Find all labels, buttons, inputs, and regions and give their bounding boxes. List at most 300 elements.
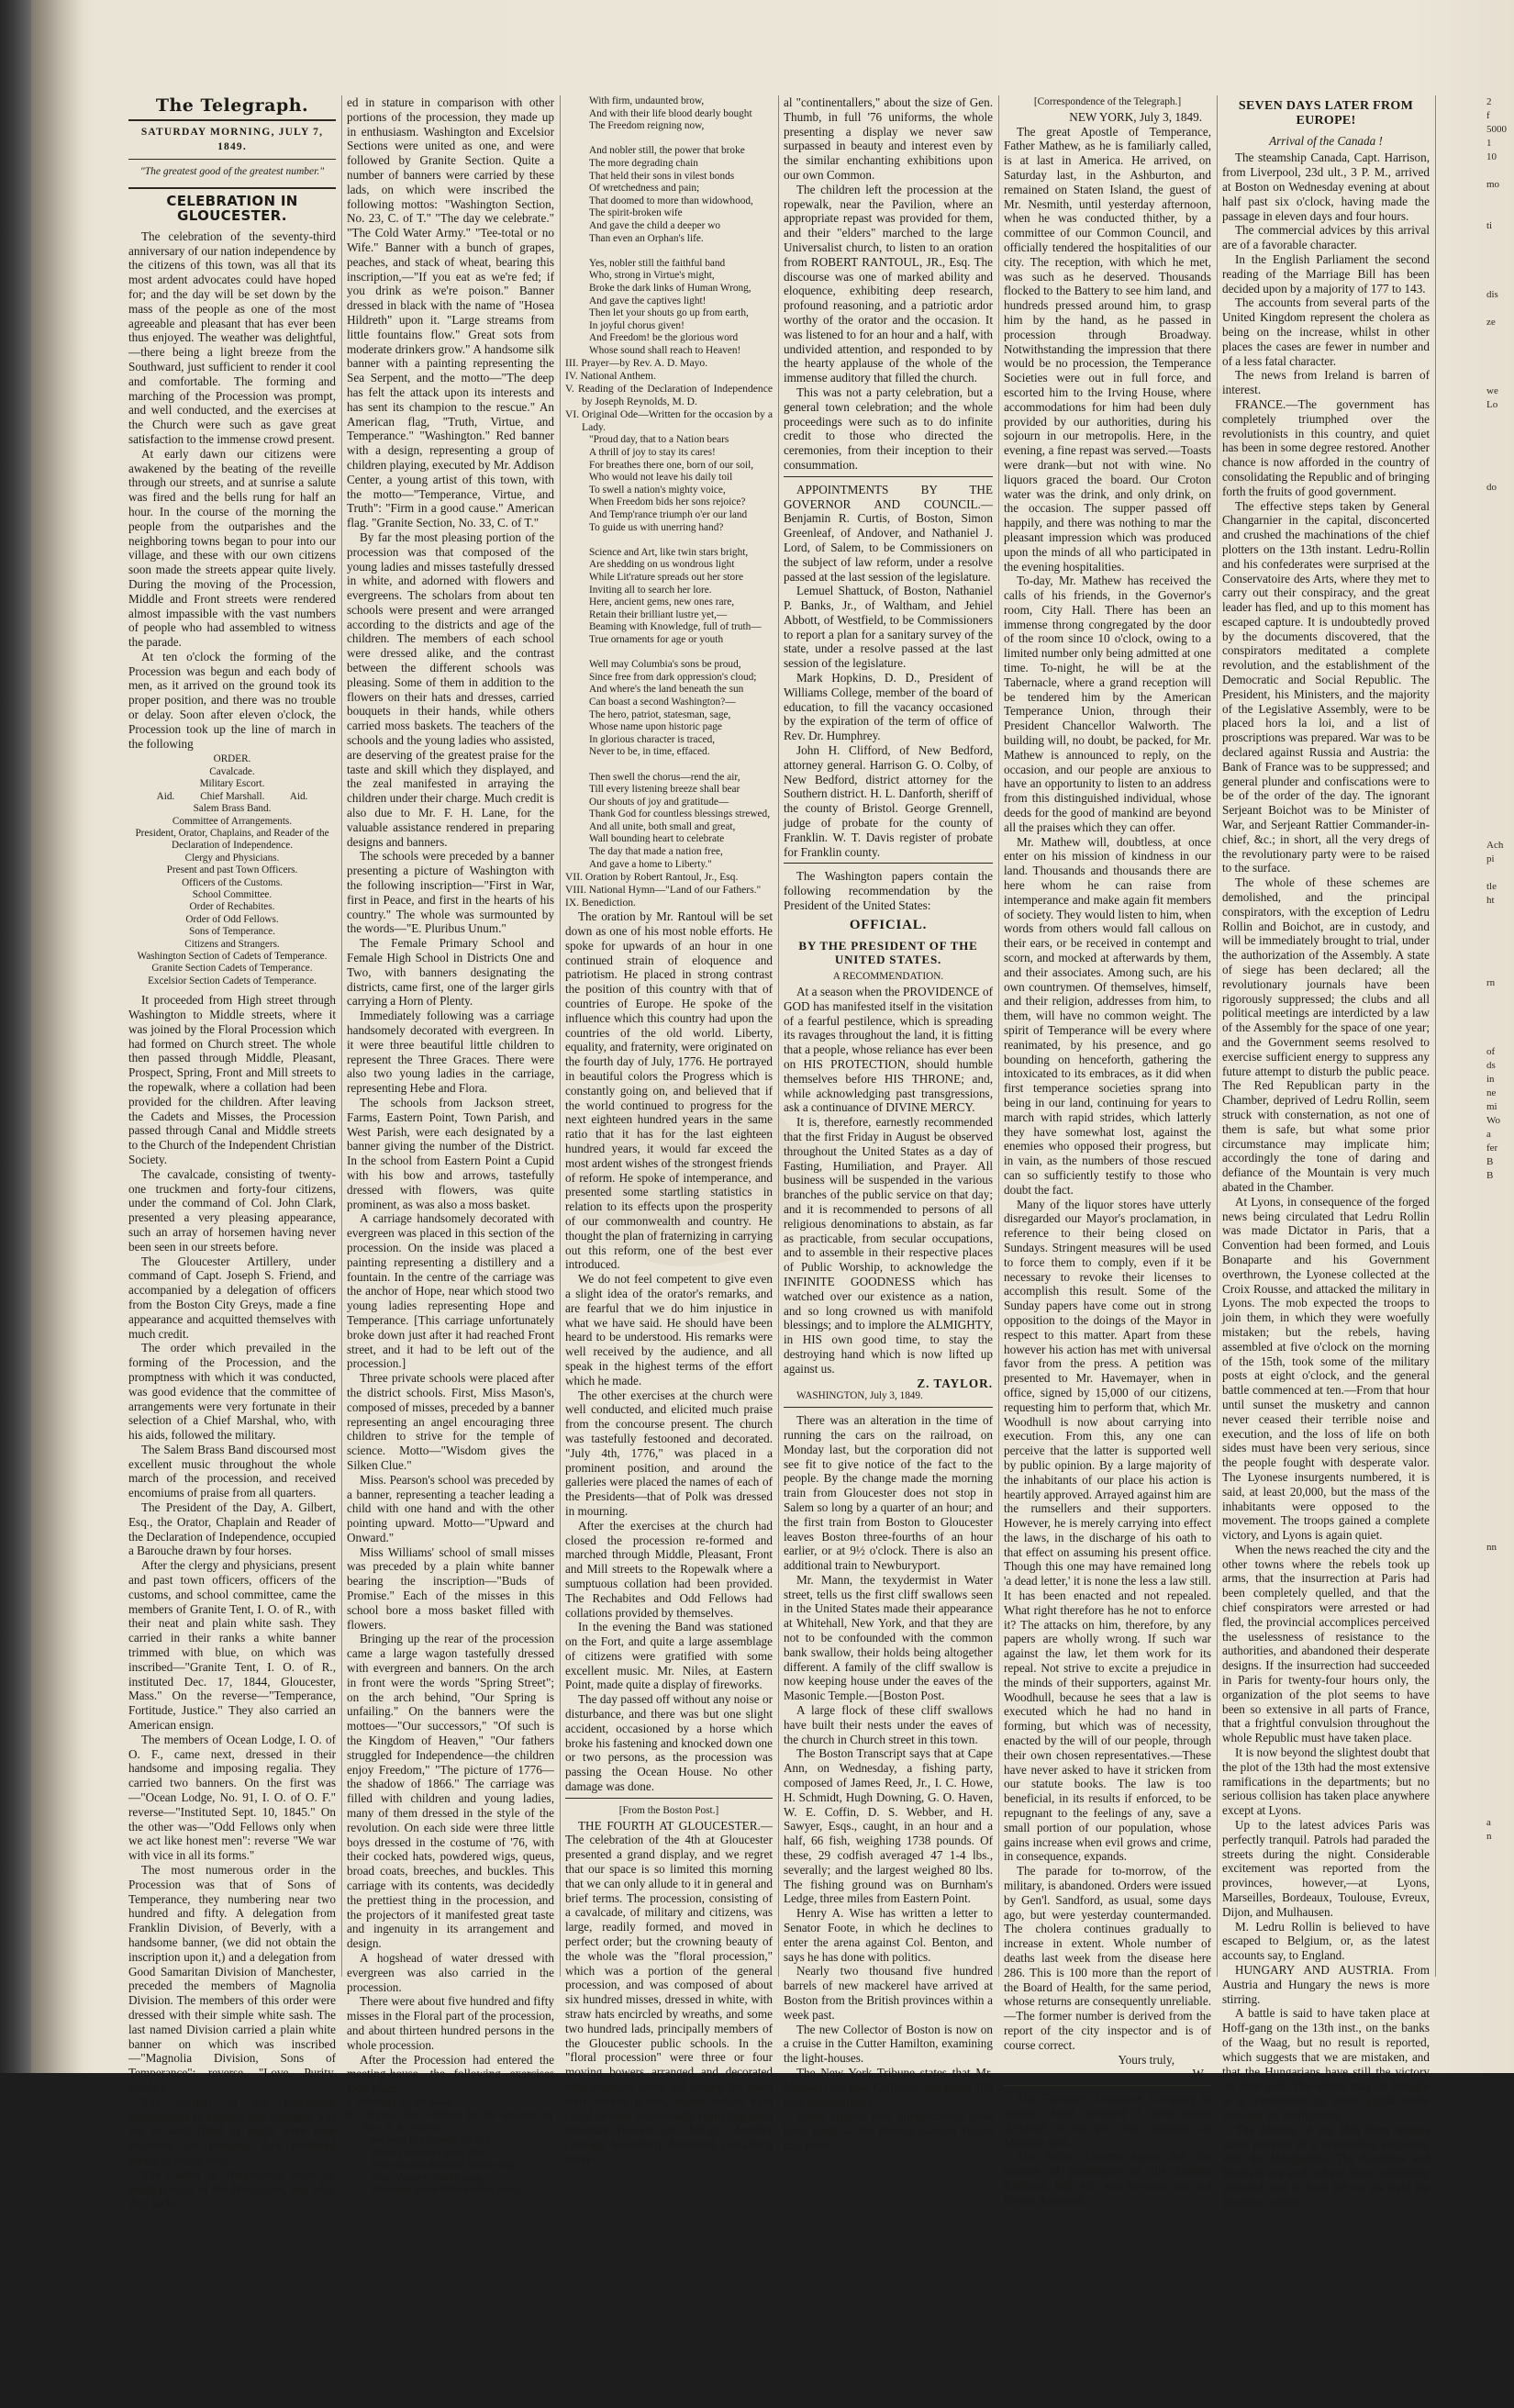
edge-fragment	[1486, 674, 1514, 687]
edge-fragment	[1486, 963, 1514, 976]
article-paragraph: Mr. Mathew will, doubtless, at once enter on his mission of kindness in our land. Thousands and thousands there are here whom he can raise from intemperance and make again fit members of society. They would listen to him, when words from others would fall callous on their ears, or be received in contempt and scorn, and mocked at afterwards by them, and their associates. Among such, are his own countrymen. Of themselves, himself, and their religion, addresses from him, to them, will have no common weight. The spirit of Temperance will be every where reanimated, by his presence, and go bounding on henceforth, gathering the intoxicated to its embraces, as it did when first temperance societies sprang into being in our land, continuing for years to march with rapid strides, which latterly they have somewhat lost, against the enemies who opposed their progress, but in vain, as the numbers of those rescued can so sufficiently testify to those who doubt the fact.	[1004, 834, 1211, 1197]
edge-fragment	[1486, 1389, 1514, 1403]
poem-line: And gave the child a deeper wo	[589, 219, 721, 231]
edge-fragment	[1486, 2202, 1514, 2215]
edge-fragment	[1486, 1747, 1514, 1761]
article-paragraph: The Boston Transcript says that at Cape Ann, on Wednesday, a fishing party, composed of James Reed, Jr., I. C. Howe, H. Schmidt, Hugh Downing, G. O. Haven, W. E. Coffin, D. S. Webber, and H. Sawyer, Esqs., caught, in an hour and a half, 66 fish, weighing 1738 pounds. Of these, 29 codfish averaged 47 1-4 lbs., severally; and the largest weighed 80 lbs. The fishing ground was on Burnham's Ledge, three miles from Eastern Point.	[784, 1746, 993, 1906]
order-line: School Committee.	[192, 888, 273, 900]
poem-line: Of wretchedness and pain;	[589, 183, 700, 195]
order-line: Washington Section of Cadets of Temperance.	[137, 950, 328, 962]
column-5	[1004, 95, 1211, 2207]
edge-fragment	[1486, 660, 1514, 674]
poem-line: Who, strong in Virtue's might,	[589, 270, 715, 282]
edge-fragment	[1486, 2174, 1514, 2188]
poem-line: Inviting all to search her lore.	[589, 584, 712, 596]
article-paragraph: John H. Clifford, of New Bedford, attorney general. Harrison G. O. Colby, of New Bedford, district attorney for the Southern district. H. L. Danforth, sheriff of the county of Bristol. George Grennell, judge of probate for the county of Franklin. W. T. Davis register of probate for Franklin county.	[784, 743, 993, 859]
article-paragraph: The Female Primary School and Female High School in Districts One and Two, with banners designating the districts, came first, one of the larger girls carrying a Horn of Plenty.	[347, 936, 554, 1009]
order-line: Citizens and Strangers.	[184, 938, 280, 950]
dateline-new-york: NEW YORK, July 3, 1849.	[1069, 109, 1202, 124]
article-paragraph: At a season when the PROVIDENCE of GOD has manifested itself in the visitation of a fearful pestilence, which is spreading its ravages throughout the land, it is fitting that a people, whose reliance has ever been on HIS PROTECTION, should humble themselves before HIS THRONE; and, while acknowledging past transgressions, ask a continuance of DIVINE MERCY.	[784, 985, 993, 1115]
edge-fragment	[1486, 2380, 1514, 2394]
poem-line: And gave the captives light!	[589, 295, 707, 307]
edge-fragment	[1486, 1403, 1514, 1417]
article-paragraph: The day passed off without any noise or disturbance, and there was but one slight accident, occasioned by a horse which broke his fastening and knocked down one or two persons, as the procession was passing the Ocean House. No other damage was done.	[565, 1692, 773, 1794]
article-paragraph: There were about five hundred and fifty misses in the Floral part of the procession, and about thirteen hundred persons in the whole procession.	[347, 1994, 554, 2052]
edge-fragment	[1486, 412, 1514, 426]
article-paragraph: Miss. Pearson's school was preceded by a banner, representing a teacher leading a child with one hand and with the other pointing upward. Motto—"Upward and Onward."	[347, 1472, 554, 1544]
article-paragraph: In the English Parliament the second reading of the Marriage Bill has been decided upon by a majority of 177 to 143.	[1222, 251, 1430, 295]
article-paragraph: Mr. Mann, the texydermist in Water street, tells us the first cliff swallows seen in the United States made their appearance at Whitehall, New York, and that they are not to be confounded with the common bank swallow, their holds being altogether different. A family of the cliff swallow is now keeping house under the eaves of the Masonic Temple.—[Boston Post.	[784, 1572, 993, 1703]
edge-fragment	[1486, 866, 1514, 880]
article-paragraph: Henry A. Wise has written a letter to Senator Foote, in which he declines to enter the arena against Col. Benton, and says he has done with politics.	[784, 1906, 993, 1964]
article-paragraph: FRANCE.—The government has completely triumphed over the revolutionists in this country, and quiet has been in some degree restored. Another chance is now afforded in the country of consolidating the Republic and of bringing forth the fruits of good government.	[1222, 396, 1430, 498]
edge-fragment	[1486, 1926, 1514, 1940]
edge-fragment	[1486, 2229, 1514, 2243]
article-paragraph: Many of the liquor stores have utterly disregarded our Mayor's proclamation, in reference to their being closed on Sundays. Stringent measures will be used to force them to comply, even if it be necessary to revoke their licenses to accomplish this result. Some of the Sunday papers have come out in strong opposition to the doings of the Mayor in respect to this matter. Apart from these however his action has met with universal favor from the press. A petition was presented to Mr. Havemayer, when in office, signed by 15,000 of our citizens, requesting him to perform that, which Mr. Woodhull is now about carrying into execution. From this, any one can perceive that the latter is supported well by public opinion. By a large majority of the inhabitants of our place his action is heartily approved. Arrayed against him are the rumsellers and their supporters. However, he is merely carrying into effect the laws, in the discharge of his oath to that effect on assuming his present office. Though this one may have remained long 'a dead letter,' it is none the less a law still. It has been enacted and not repealed. What right therefore has he not to enforce it? The attacks on him, therefore, by any papers are wholly wrong. If such war against the law, let them work for its repeal. Not strive to excite a prejudice in the minds of their supporters, against Mr. Woodhull, because he sees that a law is executed which he had no hand in forming, but which was of necessity, enacted by the will of our people, through their own chosen representatives.—These have never asked to have it stricken from our statute books. The law is too beneficial, in its results if enforced, to be repugnant to the feelings of any, save a small portion of our population, whose gains increase when evil grows and crime, in consequence, expands.	[1004, 1197, 1211, 1864]
edge-fragment	[1486, 2064, 1514, 2078]
column-rule	[1435, 95, 1436, 1977]
exercise-item: VIII. National Hymn—"Land of our Fathers."	[565, 884, 762, 897]
article-paragraph: Nearly two thousand five hundred barrels of new mackerel have arrived at Boston from the British provinces within a week past.	[784, 1964, 993, 2022]
edge-fragment	[1486, 1362, 1514, 1376]
edge-fragment	[1486, 1004, 1514, 1018]
edge-fragment	[1486, 687, 1514, 701]
poem-line: When Freedom's glory first	[371, 2146, 485, 2158]
article-paragraph: Bringing up the rear of the procession came a large wagon tastefully dressed with evergreen and banners. On the arch in front were the words "Spring Street"; on the arch behind, "Our Spring is unfailing." On the banners were the mottoes—"Our successors," "Of such is the Kingdom of Heaven," "Our fathers struggled for Independence—the children enjoy Freedom," "The picture of 1776—the shadow of 1866." The carriage was filled with children and young ladies, many of them dressed in the style of the revolution. On each side were three little boys dressed in the costume of '76, with their cocked hats, powdered wigs, queus, broad coats, breeches, and buckles. This carriage with its contents, was decidedly the prettiest thing in the procession, and the projectors of it manifested great taste and ingenuity in its arrangement and design.	[347, 1632, 554, 1951]
edge-fragment: do	[1486, 482, 1497, 493]
article-paragraph: Miss Williams' school of small misses was preceded by a plain white banner bearing the inscription—"Buds of Promise." Each of the misses in this school bore a moss basket filled with flowers.	[347, 1544, 554, 1632]
edge-fragment	[1486, 1678, 1514, 1692]
headline-europe: SEVEN DAYS LATER FROM EUROPE!	[1238, 99, 1414, 128]
poem-line: When our brave fathers nobly stood	[371, 2184, 520, 2196]
poem-line: Well may Columbia's sons be proud,	[589, 659, 741, 671]
edge-fragment	[1486, 192, 1514, 206]
article-paragraph: APPOINTMENTS BY THE GOVERNOR AND COUNCIL.—Benjamin R. Curtis, of Boston, Simon Greenleaf, of Andover, and Nathaniel J. Lord, of Salem, to be Commissioners on the subject of law reform, under a resolve passed at the last session of the legislature.	[784, 482, 993, 584]
poem-line: In joyful chorus given!	[589, 319, 685, 331]
edge-fragment: Ach	[1486, 840, 1504, 851]
edge-fragment	[1486, 1472, 1514, 1486]
edge-fragment: 1	[1486, 138, 1492, 149]
column-2	[347, 95, 554, 2196]
divider	[565, 1798, 773, 1799]
article-paragraph: The other exercises at the church were well conducted, and elicited much praise from the concourse present. The church was tastefully festooned and decorated. "July 4th, 1776," was placed in a prominent position, and around the galleries were placed the names of each of the Presidents—that of Polk was dressed in mourning.	[565, 1388, 773, 1518]
edge-fragment	[1486, 1995, 1514, 2009]
poem-line: And nobler still, the power that broke	[589, 145, 745, 157]
article-paragraph: The most numerous order in the Procession was that of Sons of Temperance, they numbering near two hundred and fifty. A delegation from Franklin Division, of Beverly, with a handsome banner, (we did not obtain the inscription upon it,) and a delegation from Good Samaritan Division of Manchester, preceded the members of Magnolia Division. The members of this order were dressed with their simple white sash. The last named Division carried a plain white banner on which was inscribed—"Magnolia Division, Sons of Temperance": reverse, "Love, Purity, Fidelity."	[128, 1863, 336, 2094]
article-paragraph: The New York Tribune states that Mr. Maxwell the new Collector, has made 168 new appointments.	[784, 2065, 993, 2109]
edge-fragment	[1486, 1720, 1514, 1734]
article-paragraph: The schools from Jackson street, Farms, Eastern Point, Town Parish, and West Parish, were each designated by a banner giving the number of the District. In the school from Eastern Point a Cupid with his bow and arrows, tastefully dressed with flowers, was quite prominent, as was also a moss basket.	[347, 1095, 554, 1211]
edge-fragment	[1486, 1623, 1514, 1637]
edge-fragment	[1486, 329, 1514, 343]
subheadline-canada: Arrival of the Canada !	[1269, 133, 1383, 148]
poem-line: We meet to celebrate the day	[371, 2134, 491, 2146]
article-paragraph: Three private schools were placed after the district schools. First, Miss Mason's, composed of misses, preceded by a banner representing an angel encouraging three children to strive for the temple of science. Motto—"Wisdom gives the Silken Clue."	[347, 1371, 554, 1472]
article-paragraph: There was an alteration in the time of running the cars on the railroad, on Monday last, but the corporation did not see fit to give notice of the fact to the people. By the change made the morning train from Gloucester does not stop in Salem so long by a quarter of an hour; and the first train from Boston to Gloucester leaves Boston three-fourths of an hour earlier, or at 9½ o'clock. There is also an additional train to Newburyport.	[784, 1413, 993, 1573]
edge-fragment	[1486, 646, 1514, 660]
edge-fragment	[1486, 371, 1514, 385]
edge-fragment: mi	[1486, 1101, 1497, 1112]
edge-fragment	[1486, 1307, 1514, 1321]
closing-signature: W.	[1192, 2067, 1206, 2081]
edge-fragment: n	[1486, 1831, 1492, 1842]
poem-line	[589, 534, 773, 547]
article-paragraph: The oration by Mr. Rantoul will be set down as one of his most noble efforts. He spoke for upwards of an hour in one continued strain of eloquence and patriotism. He placed in strong contrast the position of this country with that of countries of Europe. He spoke of the influence which this country had upon the countries of the old world. Liberty, equality, and fraternity, were originated on the fourth day of July, 1776. He portrayed in beautiful colors the Progress which is constantly going on, and believed that if the world continued to progress for the next eighteen hundred years in the same ratio that it has for the last eighteen hundred years, it would far exceed the most ardent wishes of the strongest friends of reform. He spoke of intemperance, and presented some startling statistics in relation to its effects upon the prosperity of our commonwealth and country. He thought the plan of fraternizing in carrying out this reform, one of the best ever introduced.	[565, 909, 773, 1272]
poem-line: Beaming with Knowledge, full of truth—	[589, 621, 762, 633]
article-paragraph: A battle is said to have taken place at Hoff-gang on the 13th inst., on the banks of the Waag, but no result is reported, which suggests that we are mistaken, and that the Hungarians have still the victory on their side. The whole may be brought to a termination by some signal battle between the belligerents.	[1222, 2006, 1430, 2122]
poem-line: Never to be, in time, effaced.	[589, 746, 710, 758]
edge-fragment	[1486, 1210, 1514, 1224]
official-heading: OFFICIAL.	[849, 917, 928, 932]
edge-fragment	[1486, 1265, 1514, 1279]
edge-fragment: 5000	[1486, 124, 1507, 135]
edge-fragment	[1486, 2312, 1514, 2325]
column-rule	[1217, 95, 1218, 1977]
edge-fragment	[1486, 2188, 1514, 2202]
edge-fragment	[1486, 274, 1514, 288]
article-paragraph: A large flock of these cliff swallows have built their nests under the eaves of the church in Church street in this town.	[784, 1703, 993, 1746]
poem-line	[589, 133, 773, 146]
article-paragraph: The Washington papers contain the following recommendation by the President of the United States:	[784, 869, 993, 913]
edge-fragment	[1486, 1651, 1514, 1665]
poem-line: Since free from dark oppression's cloud;	[589, 671, 757, 683]
poem-line: For breathes there one, born of our soil,	[589, 459, 754, 471]
exercise-item: III. Prayer—by Rev. A. D. Mayo.	[565, 357, 708, 370]
edge-fragment	[1486, 2270, 1514, 2284]
edge-fragment	[1486, 2009, 1514, 2023]
article-paragraph: This was not a party celebration, but a general town celebration; and the whole proceedings were such as to do infinite credit to those who directed the ceremonies, from their inception to their consummation.	[784, 385, 993, 472]
exercise-item: VI. Original Ode—Written for the occasion by a Lady.	[565, 408, 773, 434]
edge-fragment	[1486, 426, 1514, 440]
edge-fragment	[1486, 1224, 1514, 1238]
edge-fragment	[1486, 2023, 1514, 2036]
edge-fragment	[1486, 619, 1514, 632]
order-title: ORDER.	[213, 753, 251, 765]
edge-fragment: 2	[1486, 96, 1492, 107]
edge-fragment: a	[1486, 1129, 1491, 1140]
article-paragraph: At Lyons, in consequence of the forged news being circulated that Ledru Rollin was made Dictator in Paris, that a Convention had been formed, and Louis Bonaparte and his Government overthrown, the Lyonese collected at the Croix Rousse, and attacked the military in Lyons. The mob expected the troops to join them, in which they were woefully mistaken; but the rebels, having assembled at five o'clock on the morning of the 15th, took some of the military posts at eight o'clock, and the general battle commenced at ten.—From that hour until sunset the musketry and cannon never ceased their terrible noise and execution, and the loss of life on both sides must have been very serious, since the people fought with desperate valor. The Lyonese insurgents numbered, it is said, at least 20,000, but the mass of the inhabitants were opposed to the movement. The troops gained a complete victory, and Lyons is again quiet.	[1222, 1194, 1430, 1543]
article-paragraph: Immediately following was a carriage handsomely decorated with evergreen. In it were three beautiful little children to represent the Three Graces. There were also two young ladies in the carriage, representing Hebe and Flora.	[347, 1009, 554, 1096]
article-paragraph: The portion of the procession appropriated to citizens and strangers was not so well filled as might have been expected; but probably they preferred seeing to being seen.	[128, 2094, 336, 2167]
signature-place: WASHINGTON, July 3, 1849.	[796, 1390, 923, 1402]
edge-fragment	[1486, 1018, 1514, 1031]
edge-fragment	[1486, 990, 1514, 1004]
poem-line: Can boast a second Washington?—	[589, 696, 736, 708]
article-paragraph: By far the most pleasing portion of the procession was that composed of the young ladies and misses tastefully dressed in white, and adorned with flowers and evergreens. The scholars from about ten schools were present and were arranged according to the districts and age of the children. The members of each school were dressed alike, and the contrast between the different schools was pleasing. Some of them in addition to the flowers on their hats and dresses, carried bouquets in their hands, while others carried moss baskets. The teachers of the schools and the young ladies who assisted, are deserving of the greatest praise for the taste and skill which they displayed, and the zeal manifested in arraying the children under their charge. Much credit is also due to Mr. F. H. Lane, for the valuable assistance rendered in preparing designs and banners.	[347, 530, 554, 849]
article-paragraph: At ten o'clock the forming of the Procession was begun and each body of men, as it arrived on the ground took its proper position, and there was no trouble or delay. Soon after eleven o'clock, the Procession took up the line of march in the following	[128, 649, 336, 751]
poem-line: To guide us with unerring hand?	[589, 521, 724, 533]
edge-fragment	[1486, 1912, 1514, 1926]
column-rule	[560, 95, 561, 1977]
order-line: Order of Rechabites.	[189, 901, 275, 913]
edge-fragment: mo	[1486, 179, 1500, 190]
edge-fragment	[1486, 550, 1514, 563]
order-line: Salem Brass Band.	[193, 803, 272, 815]
divider	[128, 187, 336, 189]
edge-fragment	[1486, 233, 1514, 247]
exercise-item: IX. Benediction.	[565, 897, 636, 909]
edge-fragment: a	[1486, 1817, 1491, 1828]
poem-line: In glorious character is traced,	[589, 733, 716, 745]
article-paragraph: Up to the latest advices Paris was perfectly tranquil. Patrols had paraded the streets during the night. Considerable excitement was reported from the provinces, however,—at Lyons, Marseilles, Bordeaux, Toulouse, Evreux, Dijon, and Mulhausen.	[1222, 1818, 1430, 1919]
article-paragraph: The advices of the 16th from Vienna make mention of a tremendous encounter with the Hungarians. The Austrians and Russians are said to have been completely defeated, and to have left on the field the fabulous number	[1222, 2122, 1430, 2209]
edge-fragment	[1486, 2325, 1514, 2339]
edge-fragment	[1486, 1844, 1514, 1857]
edge-fragment	[1486, 1582, 1514, 1596]
edge-fragment	[1486, 908, 1514, 921]
article-paragraph: The members of Ocean Lodge, I. O. of O. F., came next, dressed in their handsome and imposing regalia. They carried two banners. On the first was—"Ocean Lodge, No. 91, I. O. of O. F." reverse—"Instituted Sept. 10, 1845." On the other was—"Odd Fellows only when we act like honest men": reverse "We war with vice in all its forms."	[128, 1732, 336, 1863]
edge-fragment	[1486, 2215, 1514, 2229]
order-line: Excelsior Section Cadets of Temperance.	[148, 975, 317, 987]
article-paragraph: The Salem Gazette states that the number of passengers on the Eastern Railroad, July 4th, was between ten and eleven thousand.	[1004, 2149, 1211, 2207]
poem-line: Science and Art, like twin stars bright,	[589, 546, 749, 558]
edge-fragment	[1486, 206, 1514, 219]
edge-fragment: B	[1486, 1156, 1494, 1167]
edge-fragment	[1486, 453, 1514, 467]
edge-fragment: Lo	[1486, 399, 1498, 410]
edge-fragment: tle	[1486, 881, 1497, 892]
edge-fragment	[1486, 1376, 1514, 1389]
article-paragraph: The great Apostle of Temperance, Father Mathew, as he is familiarly called, is at last in America. He arrived, on Saturday last, in the Ashburton, and remained on Staten Island, the guest of Mr. Nesmith, until yesterday afternoon, when he was conducted thither, by a committee of our Common Council, and officially tendered the hospitalities of our city. The reception, with which he met, was such as he deserved. Thousands flocked to the Battery to see him land, and hundreds pressed around him, to grasp him by the hand, as he passed in procession through Broadway. Notwithstanding the impression that there would be no procession, the Temperance Societies were out in full force, and escorted him to the Irving House, where accommodations for him had been duly provided by our authorities, during his sojourn in our metropolis. Here, in the evening, a fine repast was served.—Toasts were drank—but not with wine. No liquors graced the board. Our Croton water was the drink, and only drink, on the occasion. The supper passed off happily, and there was nothing to mar the pleasant impression which was produced upon the minds of all who participated in the evening hospitalities.	[1004, 124, 1211, 574]
poem-line: And gave a home to Liberty."	[589, 858, 712, 870]
edge-fragment	[1486, 1555, 1514, 1568]
ode-poem-continued	[565, 95, 773, 357]
poem-line: The more degrading chain	[589, 157, 698, 169]
poem-line: Then swell the chorus—rend the air,	[589, 771, 740, 783]
poem-line: The hero, patriot, statesman, sage,	[589, 708, 731, 720]
poem-line: Thank God for countless blessings strewed,	[589, 808, 771, 820]
edge-fragment	[1486, 1761, 1514, 1775]
poem-line: And "Victory" loudly sang;	[371, 2171, 484, 2183]
edge-fragment	[1486, 467, 1514, 481]
edge-fragment	[1486, 1899, 1514, 1912]
edge-fragment	[1486, 1197, 1514, 1210]
poem-line: Then let your shouts go up from earth,	[589, 307, 749, 319]
article-paragraph: After the clergy and physicians, present and past town officers, officers of the customs, and school committee, came the members of Granite Tent, I. O. of R., with their neat and plain white sash. They carried in their ranks a white banner trimmed with blue, on which was inscribed—"Granite Tent, I. O. of R., instituted Dec. 17, 1844, Gloucester, Mass." On the reverse—"Temperance, Fortitude, Justice." They also carried an American ensign.	[128, 1558, 336, 1733]
edge-fragment: pi	[1486, 853, 1495, 864]
edge-fragment	[1486, 357, 1514, 371]
edge-fragment: f	[1486, 110, 1490, 121]
edge-fragment: we	[1486, 385, 1498, 396]
article-paragraph: To-day, Mr. Mathew has received the calls of his friends, in the Governor's room, City Hall. There has been an immense throng congregated by the door of the room since 10 o'clock, owing to a limited number only being admitted at one time. To-night, he will be at the Tabernacle, where a grand reception will be tendered him by the American Temperance Union, through their President Chancellor Walworth. The building will, no doubt, be packed, for Mr. Mathew is announced to reply, on the occasion, and our people are anxious to have an opportunity to listen to an address from this distinguished individual, whose deeds for the good of mankind are beyond all the praises which they can offer.	[1004, 574, 1211, 834]
edge-fragment	[1486, 1734, 1514, 1747]
article-paragraph: The new Collector of Boston is now on a cruise in the Cutter Hamilton, examining the light-houses.	[784, 2022, 993, 2066]
edge-fragment	[1486, 1486, 1514, 1499]
column-1	[128, 95, 336, 2211]
article-paragraph: After the Procession had entered the meeting-house, the following exercises took place:	[347, 2052, 554, 2096]
article-paragraph: The news from Ireland is barren of interest.	[1222, 368, 1430, 397]
edge-fragment	[1486, 1610, 1514, 1623]
edge-fragment	[1486, 1981, 1514, 1995]
edge-fragment	[1486, 701, 1514, 715]
edge-fragment	[1486, 495, 1514, 508]
book-binding	[0, 0, 31, 2073]
edge-fragment	[1486, 343, 1514, 357]
exercise-item: VII. Oration by Robert Rantoul, Jr., Esq.	[565, 871, 739, 884]
edge-fragment: in	[1486, 1074, 1495, 1085]
poem-line: And Freedom! be the glorious word	[589, 332, 739, 344]
edge-fragment: rn	[1486, 977, 1496, 988]
article-paragraph: The schools were preceded by a banner presenting a picture of Washington with the following inscription—"First in War, first in Peace, and first in the hearts of his country." The whole was surmounted by the words—"E. Pluribus Unum."	[347, 849, 554, 936]
poem-line: Till every listening breeze shall bear	[589, 784, 740, 796]
poem-line: True ornaments for age or youth	[589, 633, 724, 645]
exercises-list	[347, 2096, 554, 2135]
edge-fragment	[1486, 797, 1514, 811]
article-paragraph: The order which prevailed in the forming of the Procession, and the promptness with which it was conducted, was good evidence that the committee of arrangements were very fortunate in their selection of a Chief Marshal, who, with his aids, followed the military.	[128, 1341, 336, 1443]
article-paragraph: Mark Hopkins, D. D., President of Williams College, member of the board of education, to fill the vacancy occasioned by the expiration of the term of office of Rev. Dr. Humphrey.	[784, 671, 993, 743]
poem-line: And where's the land beneath the sun	[589, 684, 744, 696]
headline-celebration: CELEBRATION IN GLOUCESTER.	[166, 193, 298, 224]
edge-fragment	[1486, 1596, 1514, 1610]
official-subheading: BY THE PRESIDENT OF THE UNITED STATES.	[798, 938, 978, 967]
order-line: Military Escort.	[199, 778, 265, 790]
edge-fragment	[1486, 1444, 1514, 1458]
edge-fragment: ti	[1486, 220, 1493, 231]
poem-line: Are shedding on us wondrous light	[589, 559, 735, 571]
edge-fragment	[1486, 811, 1514, 825]
source-credit: [From the Boston Post.]	[618, 1804, 719, 1816]
article-paragraph: Some sixteen new appointments have been made at the Boston Custom House this week.	[784, 2109, 993, 2152]
edge-fragment	[1486, 742, 1514, 756]
order-line: Order of Odd Fellows.	[185, 913, 279, 925]
column-3	[565, 95, 773, 2166]
divider	[1004, 2085, 1211, 2086]
poem-line: To swell a nation's mighty voice,	[589, 484, 726, 496]
edge-fragment	[1486, 1637, 1514, 1651]
poem-line: And with their life blood dearly bought	[589, 107, 752, 119]
edge-fragment	[1486, 1334, 1514, 1348]
article-paragraph: The children left the procession at the ropewalk, near the Pavilion, where an appropriate repast was provided for them, and their "elders" marched to the large Universalist church, to listen to an oration from ROBERT RANTOUL, JR., Esq. The discourse was one of marked ability and eloquence, exhibiting deep research, profound reasoning, and a patriotic ardor worthy of the orator and the occasion. It was listened to for an hour and a half, with undivided attention, and responded to by the hearty applause of the whole of the immense auditory that filled the church.	[784, 182, 993, 385]
article-paragraph: It is now beyond the slightest doubt that the plot of the 13th had the most extensive ramifications in the departments; but no serious collision has taken place anywhere except at Lyons.	[1222, 1745, 1430, 1818]
article-paragraph: The President of the Day, A. Gilbert, Esq., the Orator, Chaplain and Reader of the Declaration of Independence, occupied a Barouche drawn by four horses.	[128, 1500, 336, 1558]
edge-fragment	[1486, 1968, 1514, 1981]
edge-fragment	[1486, 1279, 1514, 1293]
column-rule	[341, 95, 342, 1977]
article-paragraph: After the exercises at the church had closed the procession re-formed and marched through Middle, Pleasant, Front and Mill streets to the Ropewalk where a sumptuous collation had been provided. The Rechabites and Odd Fellows had collations provided by themselves.	[565, 1518, 773, 1620]
edge-fragment	[1486, 1458, 1514, 1472]
edge-fragment	[1486, 2284, 1514, 2298]
poem-line: Here, ancient gems, new ones rare,	[589, 596, 735, 608]
edge-fragment	[1486, 2298, 1514, 2312]
poem-line: With firm, undaunted brow,	[589, 95, 705, 106]
edge-fragment	[1486, 1665, 1514, 1678]
edge-fragment	[1486, 2105, 1514, 2119]
poem-line: When Freedom bids her sons rejoice?	[589, 496, 746, 508]
edge-fragment	[1486, 2078, 1514, 2091]
poem-line: Whose sound shall reach to Heaven!	[589, 344, 741, 356]
edge-fragment	[1486, 164, 1514, 178]
poem-line: From out the chains of tyrant sway,	[371, 2159, 518, 2171]
poem-line: That held their sons in vilest bonds	[589, 170, 735, 182]
edge-fragment	[1486, 770, 1514, 784]
closing: Yours truly,	[1118, 2052, 1174, 2067]
exercise-item: V. Reading of the Declaration of Independence by Joseph Reynolds, M. D.	[565, 383, 773, 408]
article-paragraph: The whole of these schemes are demolished, and the principal conspirators, with the exception of Ledru Rollin and Boichot, are in custody, and will be immediately brought to trial, under the authorization of the Assembly. A state of siege has been declared; all the revolutionary journals have been rigorously suppressed; the clubs and all political meetings are interdicted by a law of the Assembly for the space of one year; and the Government seems resolved to exercise sufficient energy to suppress any future attempt to disturb the public peace. The Red Republican party in the Chamber, deprived of Ledru Rollin, seem struck with consternation, as not one of them is safe, but what some prior circumstance may implicate him; accordingly the tone of daring and defiance of the Mountain is very much abated in the Chamber.	[1222, 875, 1430, 1194]
edge-fragment	[1486, 2146, 1514, 2160]
edge-fragment: fer	[1486, 1143, 1498, 1154]
poem-line: Yes, nobler still the faithful band	[589, 257, 726, 269]
edge-fragment	[1486, 536, 1514, 550]
article-paragraph: The commercial advices by this arrival are of a favorable character.	[1222, 223, 1430, 252]
edge-fragment	[1486, 247, 1514, 261]
edge-fragment	[1486, 1348, 1514, 1362]
order-line: Cavalcade.	[209, 765, 255, 777]
correspondence-label: [Correspondence of the Telegraph.]	[1033, 96, 1182, 107]
order-line: Clergy and Physicians.	[184, 852, 280, 864]
divider	[784, 863, 993, 864]
edge-fragment: ds	[1486, 1060, 1496, 1071]
order-line: Sons of Temperance.	[189, 926, 275, 938]
poem-line: Than even an Orphan's life.	[589, 232, 704, 244]
edge-fragment	[1486, 784, 1514, 797]
poem-line: Whose name upon historic page	[589, 721, 722, 733]
article-paragraph: It is, therefore, earnestly recommended that the first Friday in August be observed throughout the United States as a day of Fasting, Humiliation, and Prayer. All business will be suspended in the various branches of the public service on that day; and it is recommended to persons of all religious denominations to abstain, as far as practicable, from secular occupations, and to assemble in their respective places of Public Worship, to acknowledge the INFINITE GOODNESS which has watched over our existence as a nation, and so long crowned us with manifold blessings; and to implore the ALMIGHTY, in HIS own good time, to stay the destroying hand which is now lifted up against us.	[784, 1115, 993, 1376]
poem-line	[589, 647, 773, 660]
dateline: SATURDAY MORNING, JULY 7, 1849.	[128, 119, 336, 161]
article-paragraph: A hogshead of water dressed with evergreen was also carried in the procession.	[347, 1951, 554, 1994]
article-paragraph: It proceeded from High street through Washington to Middle streets, where it was joined by the Floral Procession which had formed on Church street. The whole then passed through Middle, Pleasant, Prospect, Spring, Front and Mill streets to the ropewalk, where a collation had been provided for the children. After leaving the Cadets and Misses, the Procession passed through Canal and Middle streets to the Church of the Independent Christian Society.	[128, 993, 336, 1166]
poem-line: Wall bounding heart to celebrate	[589, 833, 725, 845]
poem-line: That doomed to more than widowhood,	[589, 195, 753, 206]
edge-fragment	[1486, 605, 1514, 619]
exercises-list	[565, 357, 773, 434]
edge-fragment: ht	[1486, 895, 1495, 906]
column-rule	[998, 95, 999, 1977]
article-paragraph: We do not feel competent to give even a slight idea of the orator's remarks, and are fearful that we do him injustice in what we have said. He should have been heard to be understood. His remarks were well received by the audience, and all speak in the highest terms of the effort which he made.	[565, 1272, 773, 1388]
edge-fragment	[1486, 1513, 1514, 1527]
edge-fragment: dis	[1486, 289, 1498, 300]
edge-fragment	[1486, 2367, 1514, 2380]
edge-fragment	[1486, 261, 1514, 274]
article-paragraph: At early dawn our citizens were awakened by the beating of the reveille through our streets, and at sunrise a salute was fired and the bells rung for half an hour. In the course of the morning the people from the outparishes and the neighboring towns began to pour into our village, and these with our own citizens soon made the streets appear quite lively. During the moving of the Procession, Middle and Front streets were rendered almost impassible with the vast numbers of people who had assembled to witness the parade.	[128, 446, 336, 650]
second-ode-poem	[565, 434, 773, 871]
edge-fragment	[1486, 1183, 1514, 1197]
order-line: Committee of Arrangements.	[172, 815, 293, 827]
edge-fragment	[1486, 935, 1514, 949]
edge-fragment	[1486, 2353, 1514, 2367]
masthead: The Telegraph.	[155, 95, 309, 116]
article-paragraph: A carriage handsomely decorated with evergreen was placed in this section of the procession. On the inside was placed a painting representing a distillery and a fountain. In the centre of the carriage was the anchor of Hope, near which stood two young ladies representing Hope and Temperance. [This carriage unfortunately broke down just after it had reached Front street, and it had to be left out of the procession.]	[347, 1211, 554, 1371]
edge-fragment	[1486, 921, 1514, 935]
article-paragraph: The cavalcade, consisting of twenty-one truckmen and forty-four citizens, under the command of Col. John Clark, presented a very pleasing appearance, such an array of horsemen having never been seen in our streets before.	[128, 1166, 336, 1254]
recommendation-label: A RECOMMENDATION.	[832, 971, 944, 983]
poem-line: While Lit'rature spreads out her store	[589, 572, 743, 583]
order-line: President, Orator, Chaplains, and Reader of the Declaration of Independence.	[135, 827, 329, 852]
article-paragraph: ed in stature in comparison with other portions of the procession, they made up in enthusiasm. Washington and Excelsior Sections were united as one, and were followed by Granite Section. Quite a number of banners were carried by these lads, on which were inscribed the following mottos: "Washington Section, No. 23, C. of T." "The day we celebrate." "The Cold Water Army." "Tee-total or no Wife." Banner with a bunch of grapes, peaches, and stack of wheat, bearing this inscription,—"If you eat as we're fed; if you drink as we're poison." Banner dressed in black with the name of "Hosea Hildreth" upon it. "Large streams from little fountains flow." Great sots from moderate drinkers grow." A handsome silk banner with a painting representing the Sea Serpent, and the motto—"The deep has felt the attack upon its interests and has sent its champion to the rescue." An American flag, "Truth, Virtue, and Temperance." "Washington." Red banner with a design, representing a group of children playing, executed by Mr. Addison Center, a young artist of this town, with the motto—"Temperance, Virtue, and Truth": "Firm in a good cause." American flag. "Granite Section, No. 33, C. of T."	[347, 95, 554, 530]
edge-fragment	[1486, 1802, 1514, 1816]
edge-fragment: ne	[1486, 1087, 1497, 1098]
article-paragraph: The accounts from several parts of the United Kingdom represent the cholera as being on the increase, whilst in other places the cases are fewer in number and of a less fatal character.	[1222, 295, 1430, 368]
poem-line: Retain their brilliant lustre yet,—	[589, 608, 728, 620]
edge-fragment	[1486, 1252, 1514, 1265]
article-paragraph: The parade for to-morrow, of the military, is abandoned. Orders were issued by Gen'l. Sandford, as usual, some days ago, but were yesterday countermanded. The cholera continues gradually to increase in extent. Whole number of deaths last week from the disease here 286. This is 100 more than the report of the Board of Health, for the same period, whose returns are consequently unreliable.—The former number is derived from the report of the city inspector and is of course correct.	[1004, 1864, 1211, 2052]
edge-fragment	[1486, 1293, 1514, 1307]
edge-fragment	[1486, 2257, 1514, 2270]
newspaper-sheet	[128, 95, 1512, 2211]
edge-fragment	[1486, 2091, 1514, 2105]
exercises-list	[565, 871, 773, 909]
edge-fragment	[1486, 1775, 1514, 1789]
edge-fragment: B	[1486, 1170, 1494, 1181]
article-paragraph: Lemuel Shattuck, of Boston, Nathaniel P. Banks, Jr., of Waltham, and Jehiel Abbott, of Westfield, to be Commissioners to report a plan for a sanitary survey of the state, under a resolve passed at the last session of the legislature.	[784, 584, 993, 671]
order-line: Present and past Town Officers.	[166, 864, 298, 876]
edge-fragment	[1486, 1940, 1514, 1954]
order-line: Officers of the Customs.	[182, 876, 283, 888]
poem-line: And Temp'rance triumph o'er our land	[589, 509, 748, 521]
poem-line: Our shouts of joy and gratitude—	[589, 796, 729, 808]
edge-fragment	[1486, 1321, 1514, 1334]
article-paragraph: The Cadets of Temperance made no small portion of the Procession, and what they lack-	[128, 2167, 336, 2211]
